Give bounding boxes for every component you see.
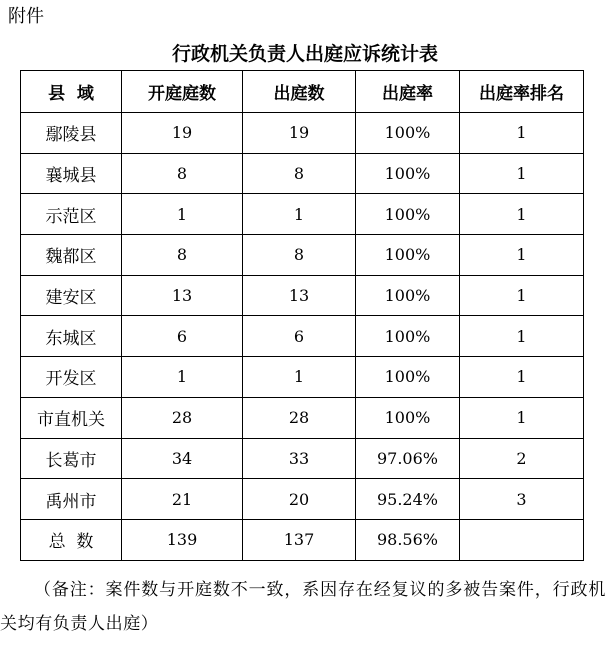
total-label-cell: 总 数 (21, 519, 122, 560)
rate-cell: 100% (356, 357, 460, 398)
column-header-rate: 出庭率 (356, 71, 460, 113)
table-total-row (21, 519, 584, 560)
county-cell: 建安区 (21, 275, 122, 316)
appearances-cell: 19 (243, 113, 356, 154)
rank-cell: 1 (460, 153, 584, 194)
column-header-county: 县 域 (21, 71, 122, 113)
total-hearings-cell: 139 (122, 519, 243, 560)
appearances-cell: 20 (243, 479, 356, 520)
county-cell: 鄢陵县 (21, 113, 122, 154)
footnote: （备注：案件数与开庭数不一致，系因存在经复议的多被告案件，行政机关均有负责人出庭） (0, 580, 606, 634)
county-cell: 襄城县 (21, 153, 122, 194)
rank-cell: 1 (460, 275, 584, 316)
rate-cell: 97.06% (356, 438, 460, 479)
statistics-table (20, 70, 584, 561)
rate-cell: 95.24% (356, 479, 460, 520)
rank-cell: 3 (460, 479, 584, 520)
rank-cell: 1 (460, 113, 584, 154)
hearings-cell: 28 (122, 397, 243, 438)
rank-cell: 1 (460, 316, 584, 357)
appearances-cell: 8 (243, 153, 356, 194)
rank-cell: 1 (460, 235, 584, 276)
appearances-cell: 13 (243, 275, 356, 316)
hearings-cell: 8 (122, 153, 243, 194)
appearances-cell: 33 (243, 438, 356, 479)
hearings-cell: 1 (122, 357, 243, 398)
appearances-cell: 1 (243, 194, 356, 235)
appearances-cell: 8 (243, 235, 356, 276)
appearances-cell: 1 (243, 357, 356, 398)
county-cell: 长葛市 (21, 438, 122, 479)
hearings-cell: 6 (122, 316, 243, 357)
table-row (21, 113, 584, 154)
table-row (21, 438, 584, 479)
rate-cell: 100% (356, 235, 460, 276)
county-cell: 示范区 (21, 194, 122, 235)
column-header-rank: 出庭率排名 (460, 71, 584, 113)
appearances-cell: 28 (243, 397, 356, 438)
rank-cell: 1 (460, 397, 584, 438)
county-cell: 禹州市 (21, 479, 122, 520)
table-row (21, 357, 584, 398)
table-row (21, 316, 584, 357)
hearings-cell: 13 (122, 275, 243, 316)
rate-cell: 100% (356, 316, 460, 357)
table-row (21, 153, 584, 194)
county-cell: 东城区 (21, 316, 122, 357)
attachment-label: 附件 (8, 6, 44, 27)
hearings-cell: 19 (122, 113, 243, 154)
rank-cell: 1 (460, 357, 584, 398)
table-row (21, 275, 584, 316)
table-row (21, 397, 584, 438)
county-cell: 魏都区 (21, 235, 122, 276)
rate-cell: 100% (356, 153, 460, 194)
rate-cell: 100% (356, 275, 460, 316)
hearings-cell: 1 (122, 194, 243, 235)
table-row (21, 479, 584, 520)
hearings-cell: 8 (122, 235, 243, 276)
rank-cell: 2 (460, 438, 584, 479)
table-row (21, 235, 584, 276)
total-rank-cell (460, 519, 584, 560)
page-title: 行政机关负责人出庭应诉统计表 (171, 43, 438, 65)
hearings-cell: 34 (122, 438, 243, 479)
county-cell: 市直机关 (21, 397, 122, 438)
table-header-row (21, 71, 584, 113)
table-row (21, 194, 584, 235)
column-header-appearances: 出庭数 (243, 71, 356, 113)
appearances-cell: 6 (243, 316, 356, 357)
rank-cell: 1 (460, 194, 584, 235)
rate-cell: 100% (356, 113, 460, 154)
county-cell: 开发区 (21, 357, 122, 398)
hearings-cell: 21 (122, 479, 243, 520)
total-appearances-cell: 137 (243, 519, 356, 560)
column-header-hearings: 开庭庭数 (122, 71, 243, 113)
rate-cell: 100% (356, 194, 460, 235)
rate-cell: 100% (356, 397, 460, 438)
total-rate-cell: 98.56% (356, 519, 460, 560)
